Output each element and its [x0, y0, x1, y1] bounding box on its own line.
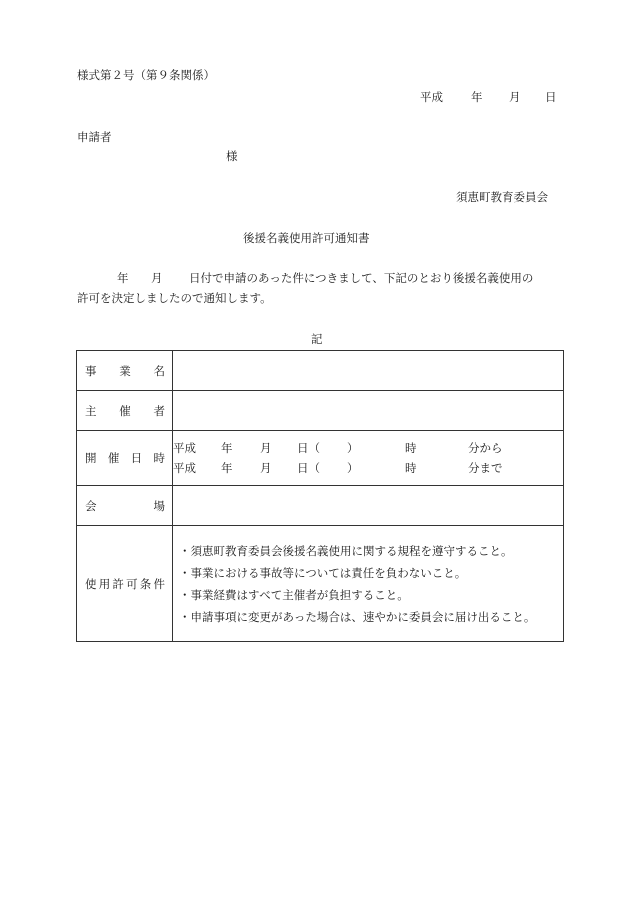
body-line-1	[117, 273, 533, 285]
label-char: 開	[85, 451, 97, 465]
table-row	[77, 391, 564, 431]
label-char: 名	[153, 363, 165, 378]
datetime-start	[173, 438, 563, 458]
label-datetime	[77, 431, 173, 486]
date-year: 年	[471, 90, 483, 104]
dt-day: 日（	[297, 461, 320, 475]
label-char: 許	[112, 576, 124, 591]
table-row	[77, 351, 564, 391]
conditions-cell	[173, 526, 564, 642]
label-char: 場	[153, 498, 165, 513]
label-char: 者	[153, 403, 165, 418]
dt-day: 日（	[297, 441, 320, 455]
document-title: 後援名義使用許可通知書	[243, 231, 370, 245]
applicant-honorific: 様	[226, 149, 238, 163]
label-venue	[77, 486, 173, 526]
conditions-list	[173, 540, 563, 628]
label-char: 用	[98, 576, 111, 591]
datetime-end	[173, 458, 563, 478]
label-char: 催	[119, 403, 131, 418]
label-char: 事	[85, 363, 97, 378]
issue-date	[420, 92, 557, 104]
date-month: 月	[509, 90, 521, 104]
body-text: 日付で申請のあった件につきまして、下記のとおり後援名義使用の	[189, 271, 534, 285]
body-line-2: 許可を決定しましたので通知します。	[77, 291, 272, 305]
list-item: ・須恵町教育委員会後援名義使用に関する規程を遵守すること。	[179, 543, 513, 558]
label-event-name	[77, 351, 173, 391]
date-era: 平成	[420, 90, 443, 104]
dt-hour: 時	[405, 461, 417, 475]
label-char: 条	[139, 576, 152, 591]
datetime-field[interactable]	[173, 431, 564, 486]
label-conditions	[77, 526, 173, 642]
dt-era: 平成	[173, 441, 196, 455]
dt-year: 年	[221, 441, 233, 455]
label-char: 件	[153, 576, 165, 591]
label-char: 可	[126, 576, 138, 591]
applicant-label: 申請者	[77, 130, 112, 144]
organizer-field[interactable]	[173, 391, 564, 431]
table-row	[77, 486, 564, 526]
dt-era: 平成	[173, 461, 196, 475]
label-char: 主	[85, 403, 97, 418]
ki-heading: 記	[311, 332, 323, 346]
label-char: 使	[85, 576, 97, 591]
list-item: ・申請事項に変更があった場合は、速やかに委員会に届け出ること。	[179, 609, 536, 624]
dt-minute: 分まで	[468, 461, 503, 475]
label-char: 日	[130, 451, 143, 465]
dt-year: 年	[221, 461, 233, 475]
label-char: 会	[85, 498, 97, 513]
form-number: 様式第２号（第９条関係）	[77, 68, 215, 82]
issuer-name: 須恵町教育委員会	[456, 190, 548, 204]
list-item: ・事業経費はすべて主催者が負担すること。	[179, 587, 409, 602]
details-table	[76, 350, 564, 642]
label-char: 時	[153, 451, 165, 465]
table-row	[77, 431, 564, 486]
body-month: 月	[151, 271, 163, 285]
date-day: 日	[545, 90, 557, 104]
dt-month: 月	[260, 461, 272, 475]
label-char: 業	[119, 363, 131, 378]
dt-close: ）	[347, 441, 359, 455]
dt-minute: 分から	[468, 441, 503, 455]
venue-field[interactable]	[173, 486, 564, 526]
list-item: ・事業における事故等については責任を負わないこと。	[179, 565, 467, 580]
label-organizer	[77, 391, 173, 431]
event-name-field[interactable]	[173, 351, 564, 391]
dt-month: 月	[260, 441, 272, 455]
body-year: 年	[117, 271, 129, 285]
dt-close: ）	[347, 461, 359, 475]
table-row	[77, 526, 564, 642]
dt-hour: 時	[405, 441, 417, 455]
label-char: 催	[107, 451, 120, 465]
